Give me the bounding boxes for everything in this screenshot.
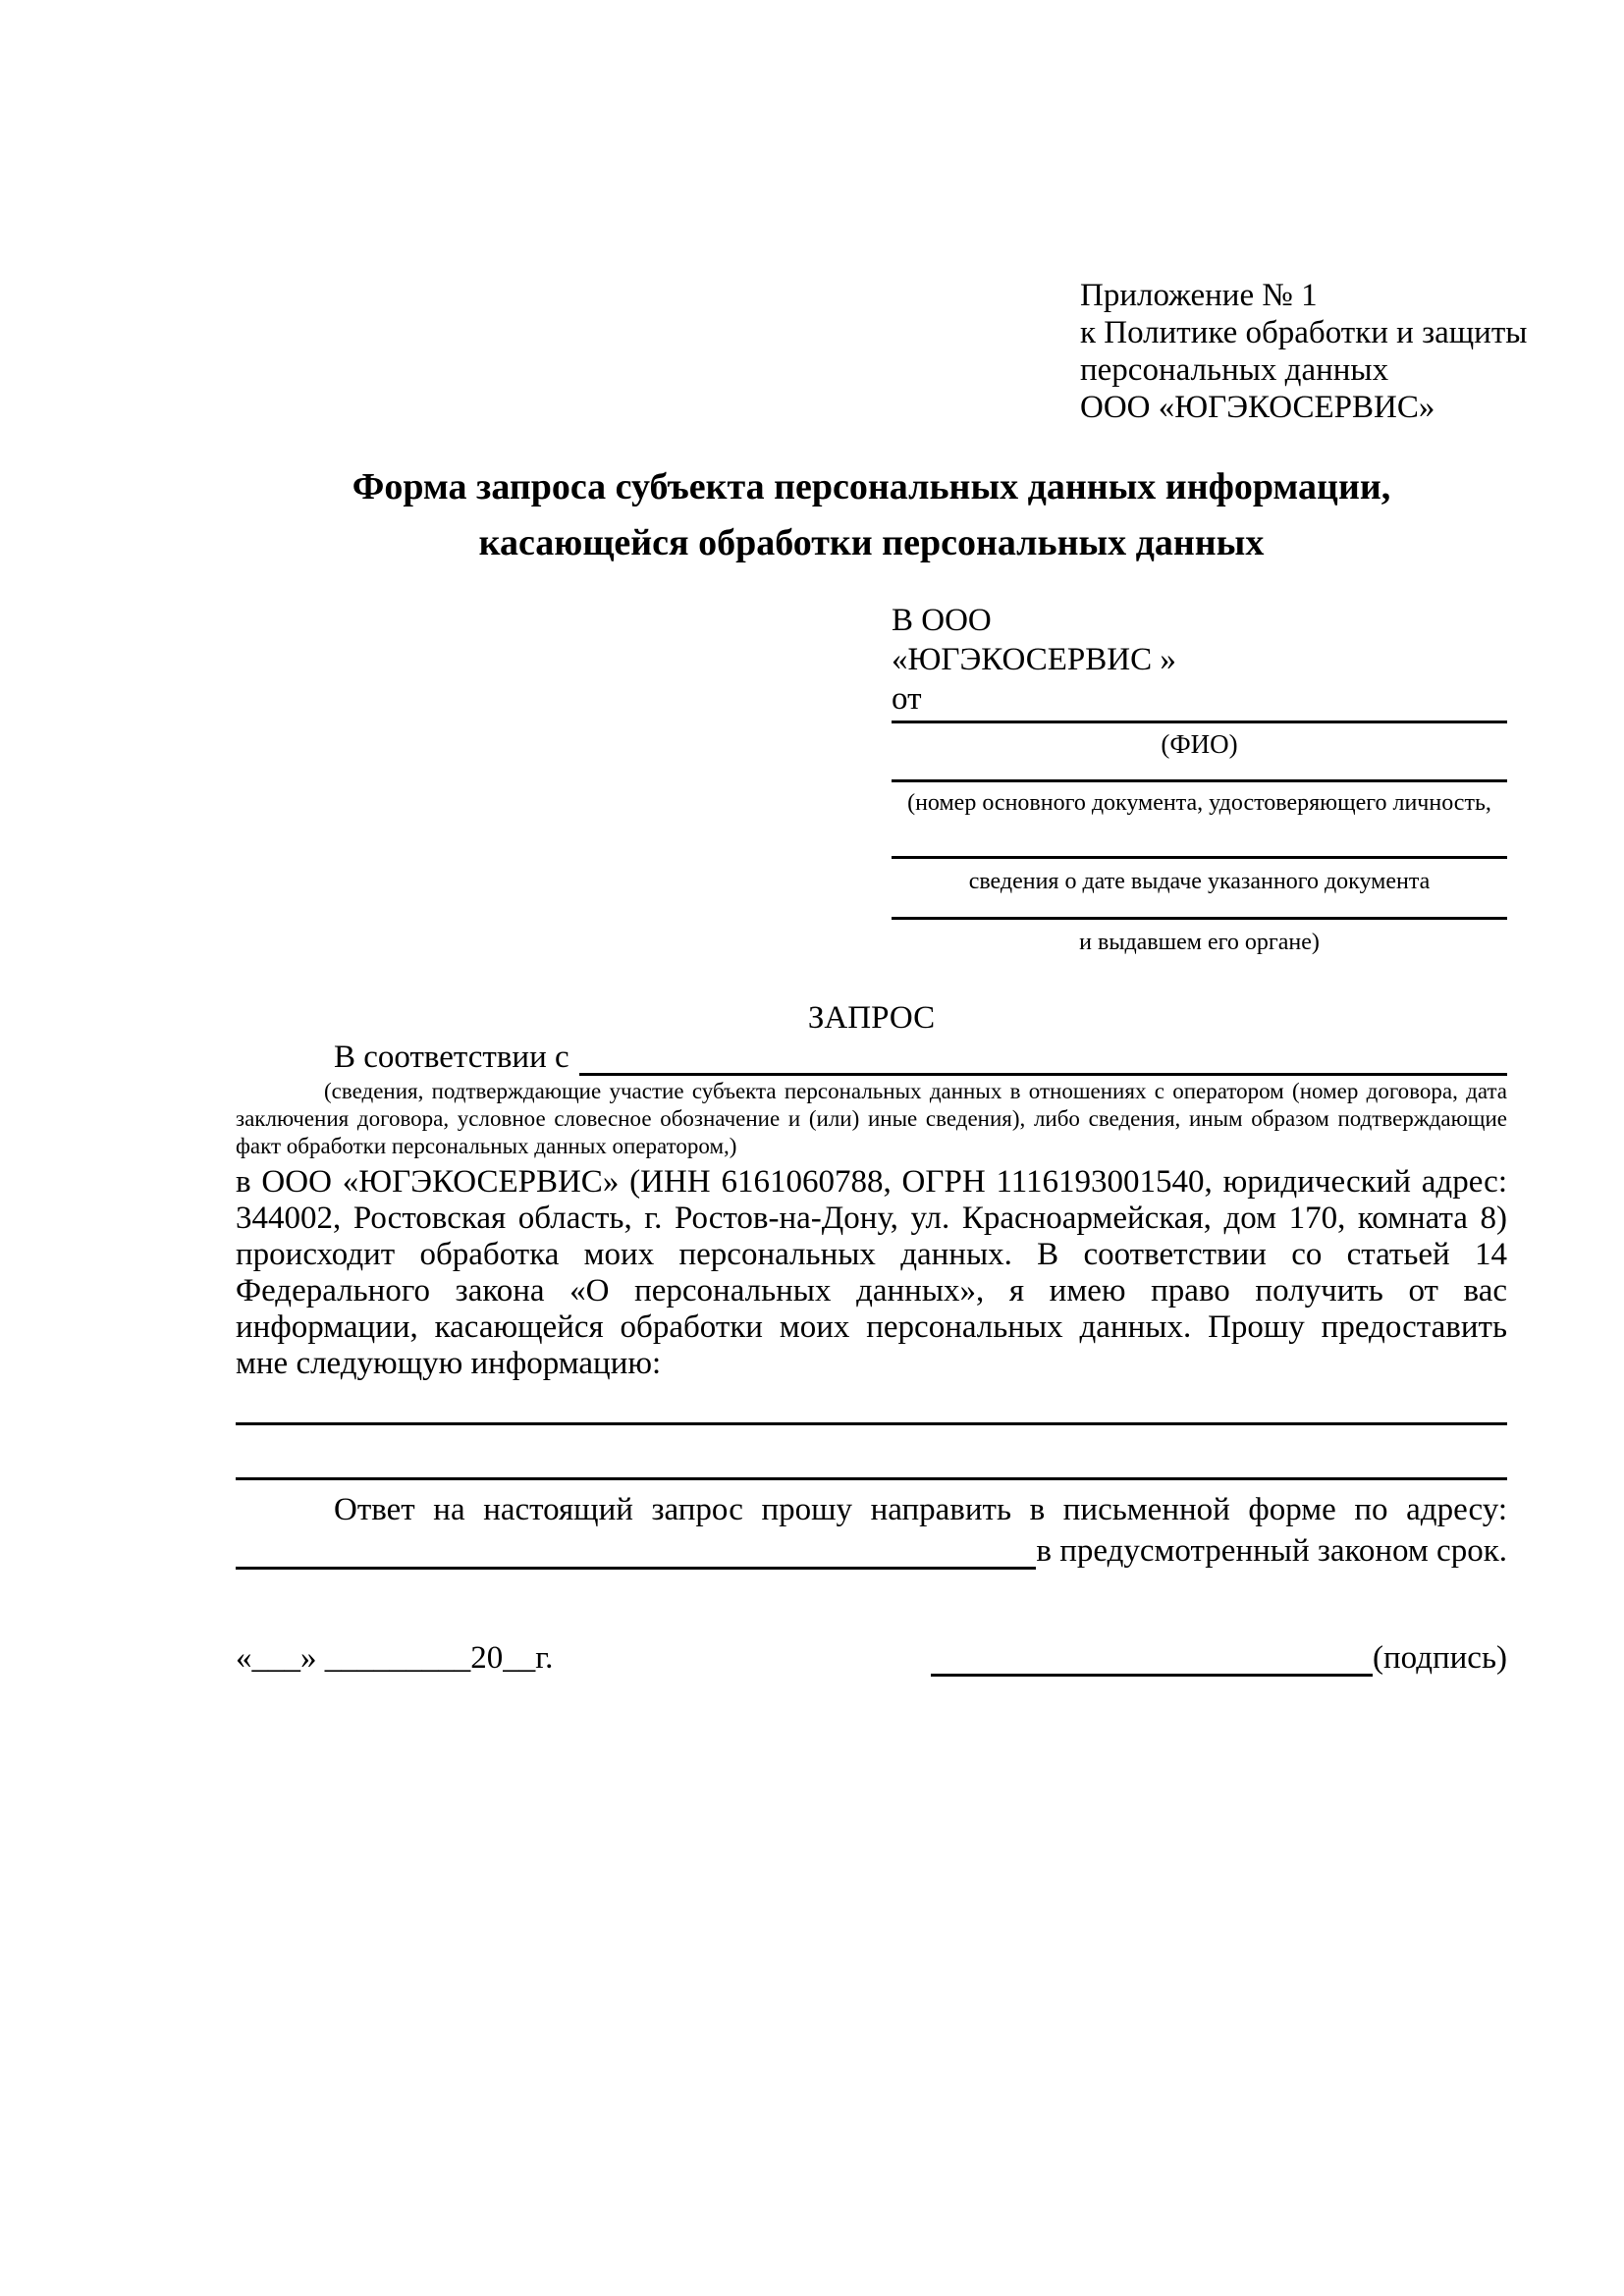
info-blank-line-2 [236, 1477, 1507, 1480]
issue-date-blank-line [892, 856, 1507, 859]
reply-address-lead: Ответ на настоящий запрос прошу направить в письменной форме по адресу: [334, 1492, 1507, 1527]
body-paragraph: в ООО «ЮГЭКОСЕРВИС» (ИНН 6161060788, ОГРН 1116193001540, юридический адрес: 344002, Ростовская область, г. Ростов-на-Дону, ул. Красноармейская, дом 170, комната 8) происходит обработка моих персональных данных. В соответствии со статьей 14 Федерального закона «О персональных данных», я имею право получить от вас информации, касающейся обработки моих персональных данных. Прошу предоставить мне следующую информацию: [236, 1164, 1507, 1381]
request-heading: ЗАПРОС [807, 1000, 936, 1036]
issue-org-blank-line [892, 917, 1507, 920]
document-title-line-2: касающейся обработки персональных данных [478, 522, 1265, 563]
issue-org-caption: и выдавшем его органе) [1079, 930, 1320, 955]
accordance-row [236, 1039, 1507, 1076]
appendix-line-4: ООО «ЮГЭКОСЕРВИС» [1080, 390, 1435, 425]
accordance-label: В соответствии с [334, 1040, 569, 1075]
addressee-line-2: «ЮГЭКОСЕРВИС » [892, 642, 1176, 677]
doc-number-blank-line [892, 779, 1507, 782]
note-text: (сведения, подтверждающие участие субъекта персональных данных в отношениях с оператором (номер договора, дата заключения договора, условное словесное обозначение и (или) иные сведения), либо сведения, иным образом подтверждающие факт обработки персональных данных оператором,) [236, 1079, 1507, 1158]
appendix-line-1: Приложение № 1 [1080, 278, 1318, 313]
fio-caption: (ФИО) [1161, 729, 1238, 759]
doc-number-caption: (номер основного документа, удостоверяющего личность, [907, 790, 1491, 816]
appendix-line-3: персональных данных [1080, 352, 1389, 388]
accordance-blank-line [579, 1063, 1507, 1076]
appendix-block [1080, 277, 1527, 426]
info-blank-line-1 [236, 1422, 1507, 1425]
signature-caption: (подпись) [1373, 1640, 1507, 1676]
signature-blank-line [931, 1664, 1373, 1677]
signature-row [236, 1639, 1507, 1677]
appendix-line-2: к Политике обработки и защиты [1080, 315, 1528, 350]
addressee-block [892, 601, 1176, 719]
document-title [236, 459, 1507, 571]
signature-group [931, 1639, 1507, 1677]
date-field: «___» _________20__г. [236, 1640, 554, 1676]
addressee-line-3: от [892, 681, 922, 717]
fio-blank-line [892, 721, 1507, 723]
reply-address-row [236, 1532, 1507, 1570]
address-blank-line [236, 1557, 1036, 1570]
reply-tail-text: в предусмотренный законом срок. [1036, 1533, 1507, 1569]
issue-date-caption: сведения о дате выдаче указанного документа [968, 869, 1431, 894]
addressee-line-1: В ООО [892, 603, 992, 638]
document-title-line-1: Форма запроса субъекта персональных данных информации, [352, 466, 1391, 507]
